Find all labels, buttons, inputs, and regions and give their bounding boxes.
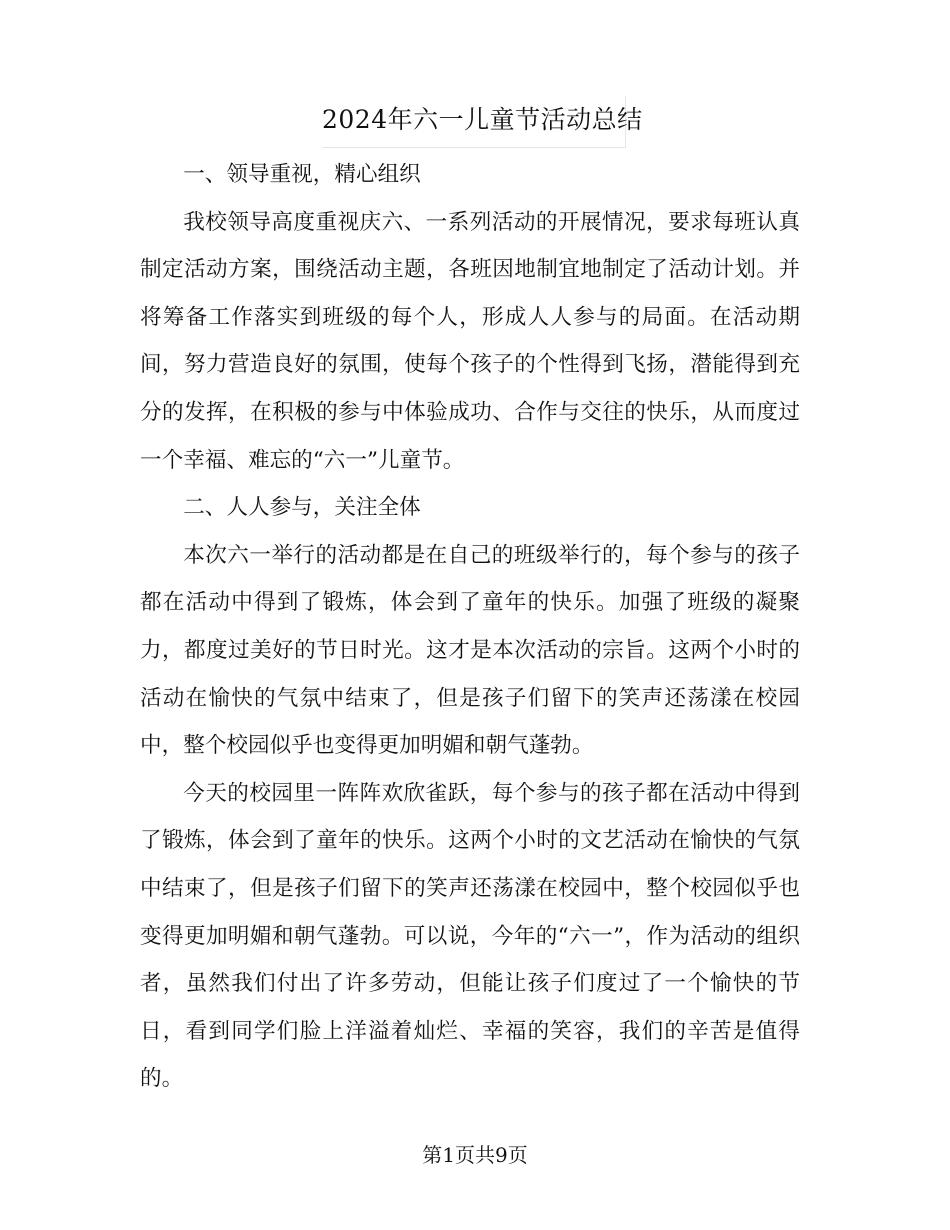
document-title: 2024年六一儿童节活动总结 [322,105,643,134]
paragraph-3: 今天的校园里一阵阵欢欣雀跃，每个参与的孩子都在活动中得到了锻炼，体会到了童年的快乐。这两个小时的文艺活动在愉快的气氛中结束了，但是孩子们留下的笑声还荡漾在校园中，整个校园似乎也变得更加明媚和朝气蓬勃。可以说，今年的“六一”，作为活动的组织者，虽然我们付出了许多劳动，但能让孩子们度过了一个愉快的节日，看到同学们脸上洋溢着灿烂、幸福的笑容，我们的辛苦是值得的。 [140,780,800,1092]
document-body [140,151,800,1103]
title-container [322,96,643,148]
paragraph-2: 本次六一举行的活动都是在自己的班级举行的，每个参与的孩子都在活动中得到了锻炼，体会到了童年的快乐。加强了班级的凝聚力，都度过美好的节日时光。这才是本次活动的宗旨。这两个小时的活动在愉快的气氛中结束了，但是孩子们留下的笑声还荡漾在校园中，整个校园似乎也变得更加明媚和朝气蓬勃。 [140,542,800,759]
paragraph-1: 我校领导高度重视庆六、一系列活动的开展情况，要求每班认真制定活动方案，围绕活动主题，各班因地制宜地制定了活动计划。并将筹备工作落实到班级的每个人，形成人人参与的局面。在活动期间，努力营造良好的氛围，使每个孩子的个性得到飞扬，潜能得到充分的发挥，在积极的参与中体验成功、合作与交往的快乐，从而度过一个幸福、难忘的“六一”儿童节。 [140,209,800,473]
section-heading-2: 二、人人参与，关注全体 [183,495,421,521]
section-heading-1: 一、领导重视，精心组织 [183,162,421,187]
page-number-footer: 第1页共9页 [422,1143,528,1167]
